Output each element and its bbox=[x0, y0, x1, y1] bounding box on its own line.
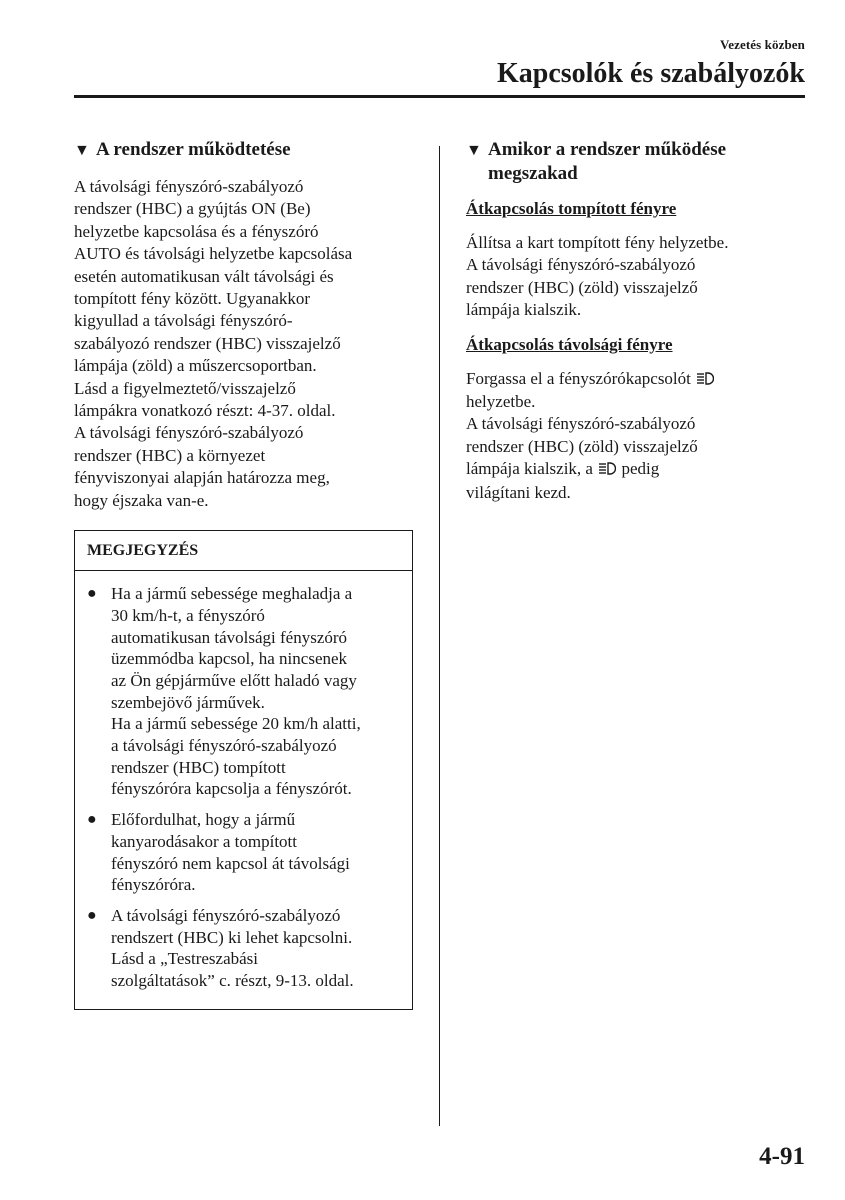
text-line: 30 km/h-t, a fényszóró bbox=[111, 605, 265, 625]
text-line: fényviszonyai alapján határozza meg, bbox=[74, 468, 330, 488]
text-line: szolgáltatások” c. részt, 9-13. oldal. bbox=[111, 971, 354, 991]
text-line: világítani kezd. bbox=[466, 482, 571, 502]
section-heading-interruption bbox=[466, 138, 806, 186]
note-box bbox=[74, 530, 413, 1010]
text-line: lámpája kialszik, a bbox=[466, 459, 593, 479]
text-line: A távolsági fényszóró-szabályozó bbox=[74, 423, 304, 443]
high-beam-icon bbox=[598, 459, 616, 481]
left-column bbox=[74, 138, 419, 1010]
page-title: Kapcsolók és szabályozók bbox=[496, 58, 805, 89]
text-line: szabályozó rendszer (HBC) visszajelző bbox=[74, 333, 341, 353]
text-line: Ha a jármű sebessége 20 km/h alatti, bbox=[111, 714, 361, 734]
triangle-icon: ▼ bbox=[466, 142, 482, 159]
column-divider bbox=[439, 146, 440, 1126]
text-line: rendszer (HBC) a környezet bbox=[74, 445, 266, 465]
note-item bbox=[87, 583, 398, 800]
text-line: fényszóróra. bbox=[111, 875, 196, 895]
text-line: A távolsági fényszóró-szabályozó bbox=[466, 414, 696, 434]
heading-line: Amikor a rendszer működése bbox=[488, 139, 727, 160]
text-line: esetén automatikusan vált távolsági és bbox=[74, 266, 334, 286]
text-line: rendszer (HBC) a gyújtás ON (Be) bbox=[74, 199, 311, 219]
low-beam-paragraph bbox=[466, 232, 806, 322]
text-line: szembejövő járművek. bbox=[111, 692, 265, 712]
text-line: a távolsági fényszóró-szabályozó bbox=[111, 736, 337, 756]
bullet-icon: ● bbox=[87, 906, 97, 924]
text-line: Lásd a „Testreszabási bbox=[111, 949, 259, 969]
bullet-icon: ● bbox=[87, 811, 97, 829]
note-text bbox=[111, 905, 354, 992]
heading-text bbox=[488, 138, 726, 186]
text-line: lámpája kialszik. bbox=[466, 300, 582, 320]
section-heading-operation bbox=[74, 138, 419, 164]
text-line: tompított fény között. Ugyanakkor bbox=[74, 289, 311, 309]
subheading-high-beam: Átkapcsolás távolsági fényre bbox=[466, 334, 673, 354]
text-line: Előfordulhat, hogy a jármű bbox=[111, 810, 296, 830]
text-line: rendszer (HBC) (zöld) visszajelző bbox=[466, 436, 698, 456]
text-line: A távolsági fényszóró-szabályozó bbox=[74, 177, 304, 196]
text-line: Lásd a figyelmeztető/visszajelző bbox=[74, 378, 296, 398]
text-line: hogy éjszaka van-e. bbox=[74, 490, 209, 510]
text-line: rendszert (HBC) ki lehet kapcsolni. bbox=[111, 927, 353, 947]
text-line: kigyullad a távolsági fényszóró- bbox=[74, 311, 293, 331]
bullet-icon: ● bbox=[87, 585, 97, 603]
header-rule bbox=[74, 95, 805, 98]
note-text bbox=[111, 809, 350, 896]
note-title: MEGJEGYZÉS bbox=[75, 531, 412, 571]
text-line: pedig bbox=[621, 459, 660, 479]
high-beam-icon bbox=[696, 369, 714, 391]
text-line: fényszóró nem kapcsol át távolsági bbox=[111, 853, 350, 873]
text-line: A távolsági fényszóró-szabályozó bbox=[466, 255, 696, 275]
text-line: helyzetbe kapcsolása és a fényszóró bbox=[74, 221, 319, 241]
text-line: rendszer (HBC) (zöld) visszajelző bbox=[466, 277, 698, 297]
text-line: fényszóróra kapcsolja a fényszórót. bbox=[111, 779, 352, 799]
heading-text: A rendszer működtetése bbox=[96, 139, 291, 160]
text-line: Ha a jármű sebessége meghaladja a bbox=[111, 584, 353, 604]
text-line: Forgassa el a fényszórókapcsolót bbox=[466, 368, 691, 388]
note-list bbox=[75, 571, 412, 1009]
triangle-icon: ▼ bbox=[74, 142, 90, 159]
text-line: A távolsági fényszóró-szabályozó bbox=[111, 905, 341, 925]
note-text bbox=[111, 583, 361, 800]
subheading-low-beam: Átkapcsolás tompított fényre bbox=[466, 199, 677, 218]
text-line: kanyarodásakor a tompított bbox=[111, 831, 298, 851]
high-beam-paragraph bbox=[466, 368, 806, 504]
section-label: Vezetés közben bbox=[719, 37, 805, 52]
text-line: helyzetbe. bbox=[466, 392, 536, 412]
text-line: automatikusan távolsági fényszóró bbox=[111, 627, 348, 647]
text-line: lámpája (zöld) a műszercsoportban. bbox=[74, 356, 317, 376]
heading-line: megszakad bbox=[488, 163, 578, 184]
text-line: Állítsa a kart tompított fény helyzetbe. bbox=[466, 233, 729, 252]
right-column bbox=[466, 138, 806, 504]
page-number: 4-91 bbox=[759, 1143, 805, 1170]
note-item bbox=[87, 905, 398, 992]
note-item bbox=[87, 809, 398, 896]
text-line: rendszer (HBC) tompított bbox=[111, 757, 286, 777]
text-line: az Ön gépjárműve előtt haladó vagy bbox=[111, 670, 357, 690]
text-line: lámpákra vonatkozó részt: 4-37. oldal. bbox=[74, 401, 336, 421]
text-line: üzemmódba kapcsol, ha nincsenek bbox=[111, 649, 348, 669]
text-line: AUTO és távolsági helyzetbe kapcsolása bbox=[74, 244, 353, 264]
operation-paragraph bbox=[74, 176, 419, 512]
